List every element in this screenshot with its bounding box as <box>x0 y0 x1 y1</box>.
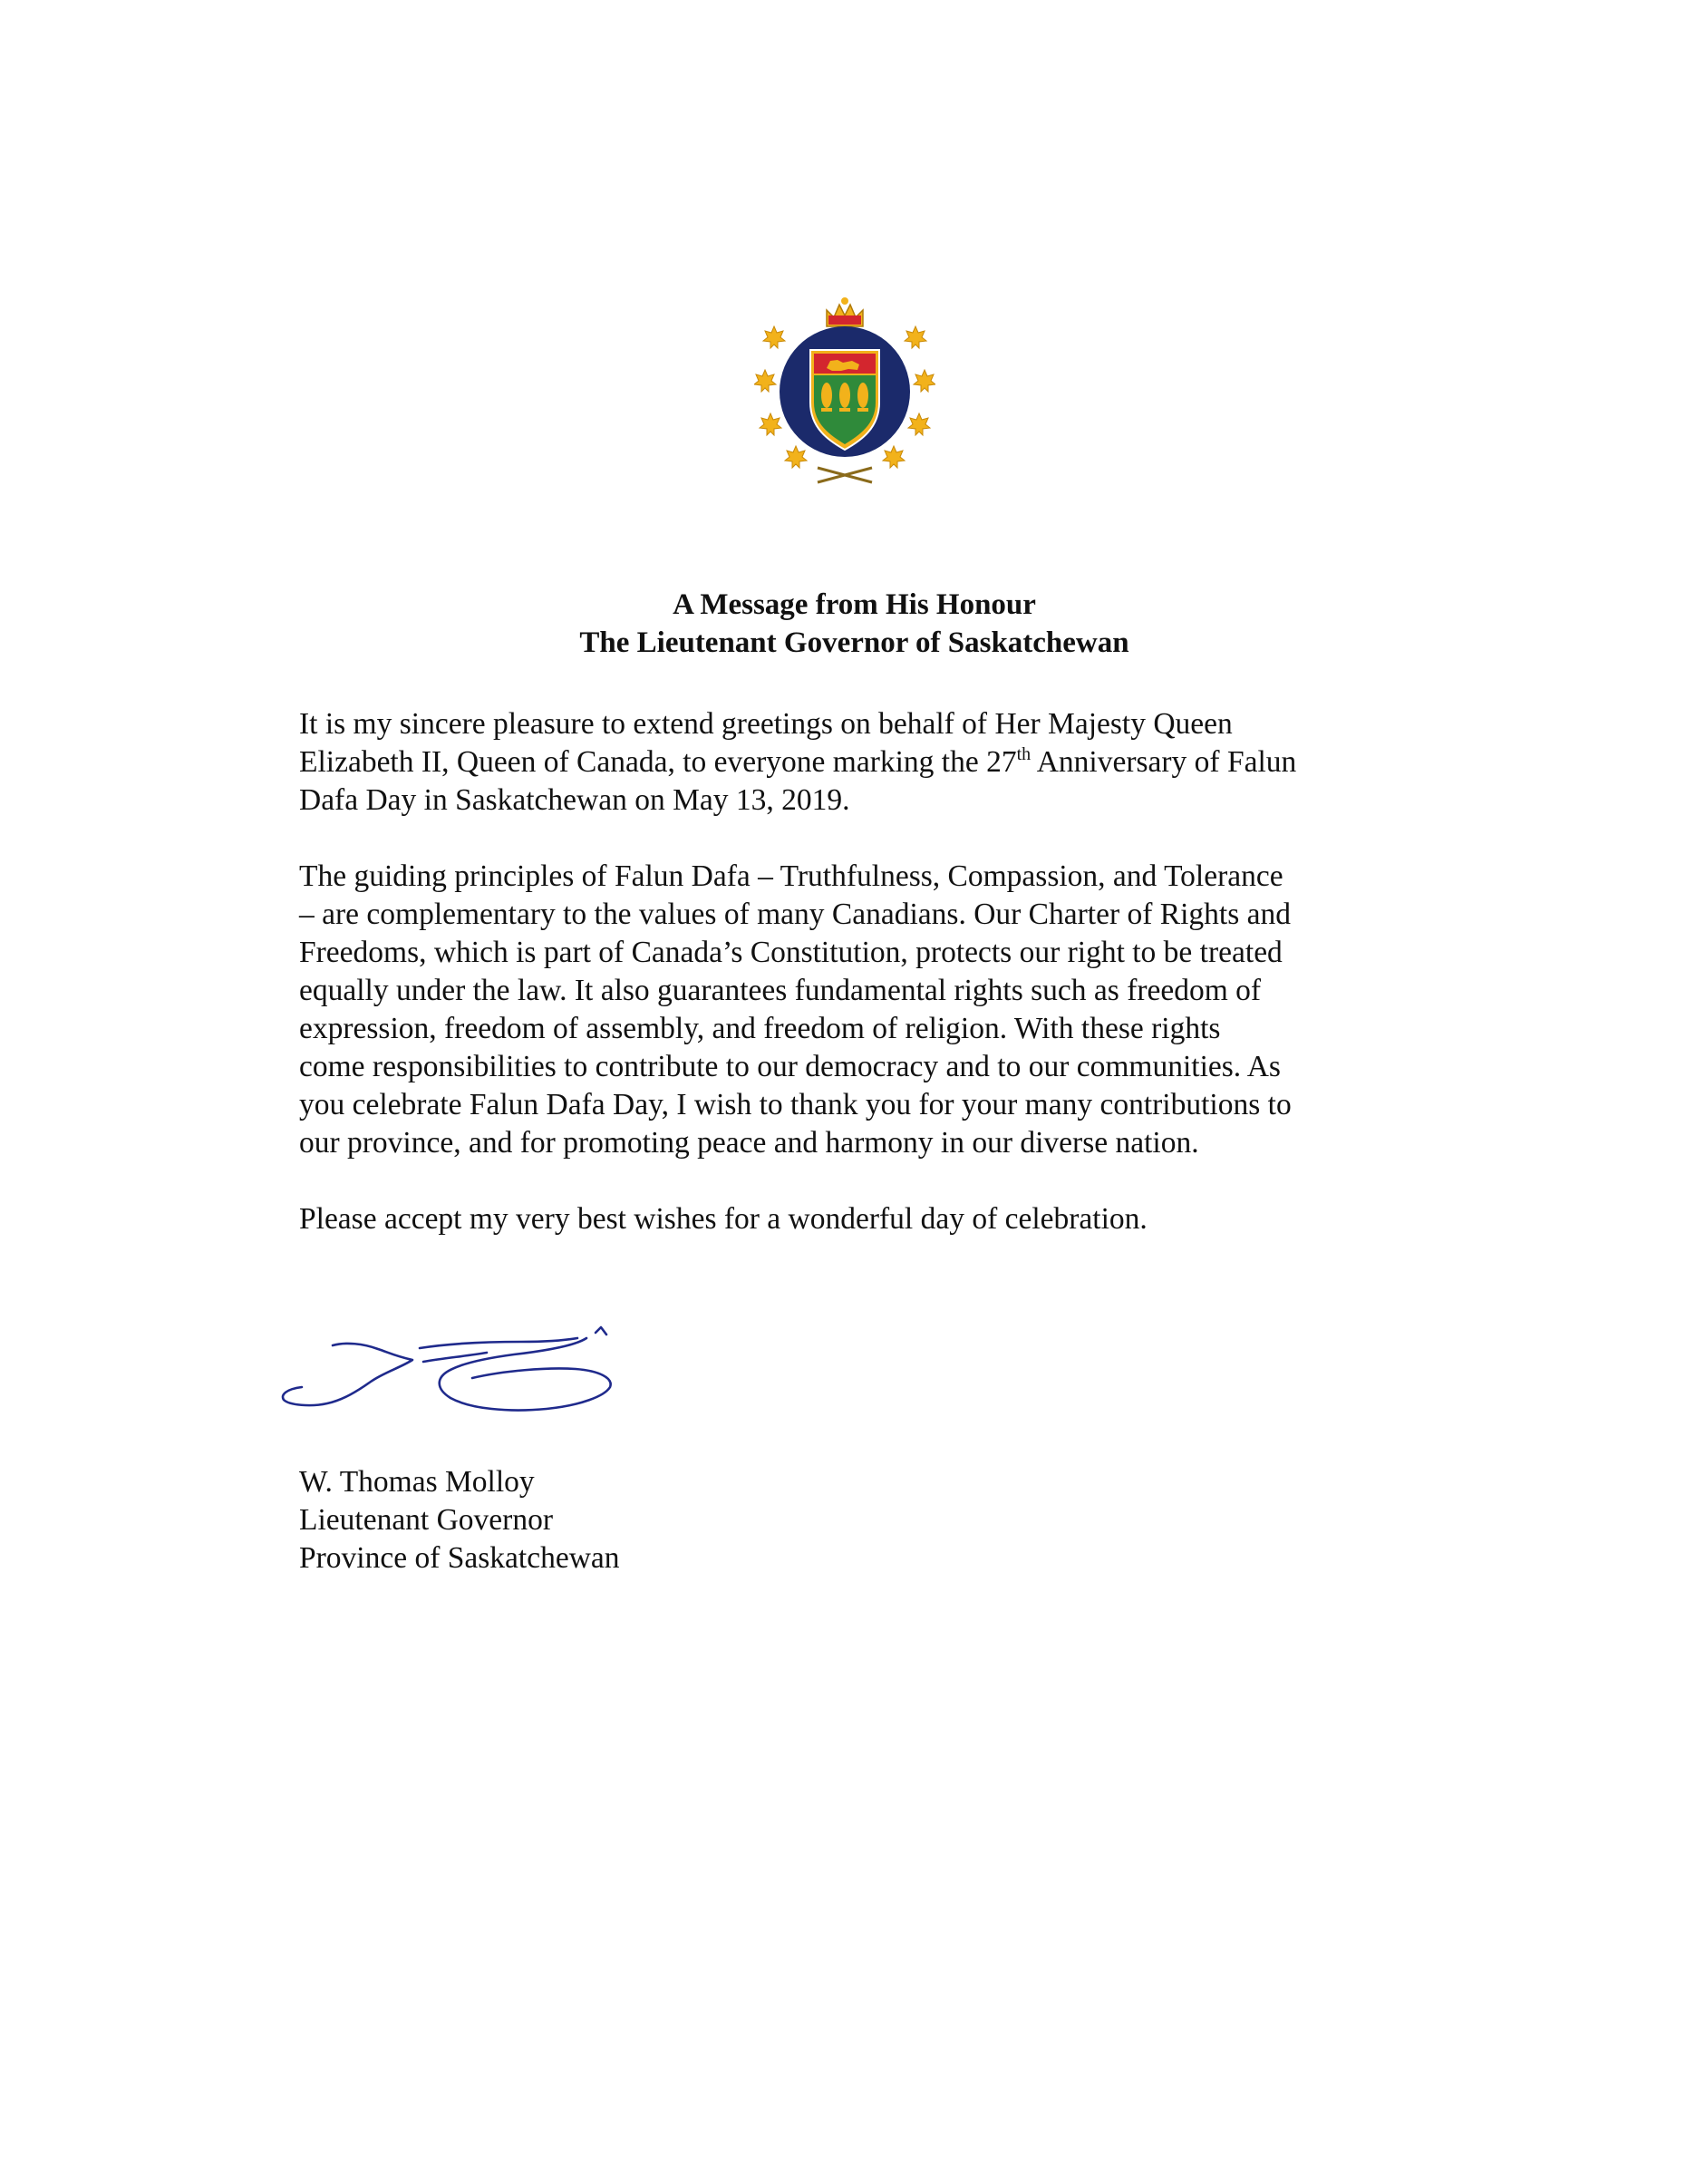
paragraph-line: Please accept my very best wishes for a wonderful day of celebration. <box>299 1202 1148 1236</box>
paragraph-line: Dafa Day in Saskatchewan on May 13, 2019. <box>299 783 850 817</box>
paragraph-line: you celebrate Falun Dafa Day, I wish to thank you for your many contributions to <box>299 1088 1292 1121</box>
paragraph-line-part: Anniversary of Falun <box>1031 745 1297 779</box>
paragraph-line <box>299 743 1432 781</box>
vice-regal-crest-icon <box>754 290 935 490</box>
signatory-name: W. Thomas Molloy <box>299 1465 535 1499</box>
paragraph-line-part: Elizabeth II, Queen of Canada, to everyone marking the 27 <box>299 745 1017 779</box>
paragraph-closing <box>299 1200 1432 1238</box>
paragraph-principles <box>299 858 1432 1162</box>
paragraph-line: expression, freedom of assembly, and freedom of religion. With these rights <box>299 1012 1221 1045</box>
paragraph-line: – are complementary to the values of many Canadians. Our Charter of Rights and <box>299 898 1292 931</box>
ordinal-suffix: th <box>1016 744 1032 764</box>
signatory-title: Lieutenant Governor <box>299 1503 553 1537</box>
paragraph-line: equally under the law. It also guarantees fundamental rights such as freedom of <box>299 974 1262 1007</box>
paragraph-line: The guiding principles of Falun Dafa – Truthfulness, Compassion, and Tolerance <box>299 859 1283 893</box>
heading-line-1: A Message from His Honour <box>673 588 1036 621</box>
heading-line-2: The Lieutenant Governor of Saskatchewan <box>579 626 1129 659</box>
paragraph-line: our province, and for promoting peace and harmony in our diverse nation. <box>299 1126 1199 1160</box>
signature-block <box>299 1463 620 1577</box>
paragraph-line: Freedoms, which is part of Canada’s Constitution, protects our right to be treated <box>299 936 1283 969</box>
handwritten-signature <box>276 1325 721 1425</box>
paragraph-line: come responsibilities to contribute to our democracy and to our communities. As <box>299 1050 1281 1083</box>
signatory-office: Province of Saskatchewan <box>299 1541 620 1575</box>
letter-heading <box>299 586 1409 662</box>
paragraph-line: It is my sincere pleasure to extend greetings on behalf of Her Majesty Queen <box>299 707 1233 741</box>
paragraph-greeting <box>299 705 1432 820</box>
